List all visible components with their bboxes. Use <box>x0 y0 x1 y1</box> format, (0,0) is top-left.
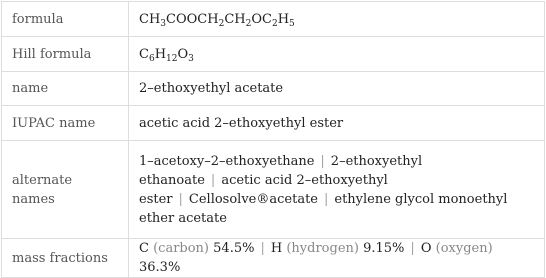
properties-table <box>1 1 545 278</box>
separator: | <box>320 153 325 169</box>
mass-fractions-row <box>2 239 545 278</box>
mass-fractions-value <box>129 239 545 278</box>
hill-formula-row <box>2 37 545 72</box>
alternate-name: 2–ethoxyethyl ethanoate <box>139 153 423 188</box>
iupac-name-row <box>2 106 545 141</box>
element-symbol: C <box>139 241 149 256</box>
alternate-name: 1–acetoxy–2–ethoxyethane <box>139 153 315 169</box>
element-name: (hydrogen) <box>286 241 359 256</box>
separator: | <box>410 241 415 256</box>
mass-fraction: 9.15% <box>363 241 405 256</box>
separator: | <box>260 241 265 256</box>
formula-value: $CH_3COOCH_2CH_2OC_2H_5$ <box>129 2 545 37</box>
alternate-names-label: alternate names <box>2 141 129 239</box>
mass-fraction: 54.5% <box>213 241 255 256</box>
formula-row <box>2 2 545 37</box>
separator: | <box>210 172 216 188</box>
separator: | <box>178 191 183 207</box>
alternate-names-row <box>2 141 545 239</box>
hill-formula-value: $C_6H_{12}O_3$ <box>129 37 545 72</box>
alternate-name: ethylene glycol monoethyl ether acetate <box>139 191 508 226</box>
element-name: (oxygen) <box>435 241 493 256</box>
iupac-name-label: IUPAC name <box>2 106 129 141</box>
alternate-name: acetic acid 2–ethoxyethyl ester <box>139 172 388 207</box>
element-symbol: H <box>270 241 283 256</box>
alternate-names-value <box>129 141 545 239</box>
mass-fractions-label: mass fractions <box>2 239 129 278</box>
separator: | <box>323 191 329 207</box>
mass-fraction: 36.3% <box>139 260 181 275</box>
formula-label: formula <box>2 2 129 37</box>
hill-formula-label: Hill formula <box>2 37 129 72</box>
name-row <box>2 72 545 106</box>
element-symbol: O <box>420 241 432 256</box>
name-label: name <box>2 72 129 106</box>
alternate-name: Cellosolve®acetate <box>188 191 318 207</box>
element-name: (carbon) <box>153 241 210 256</box>
iupac-name-value: acetic acid 2–ethoxyethyl ester <box>129 106 545 141</box>
name-value: 2–ethoxyethyl acetate <box>129 72 545 106</box>
